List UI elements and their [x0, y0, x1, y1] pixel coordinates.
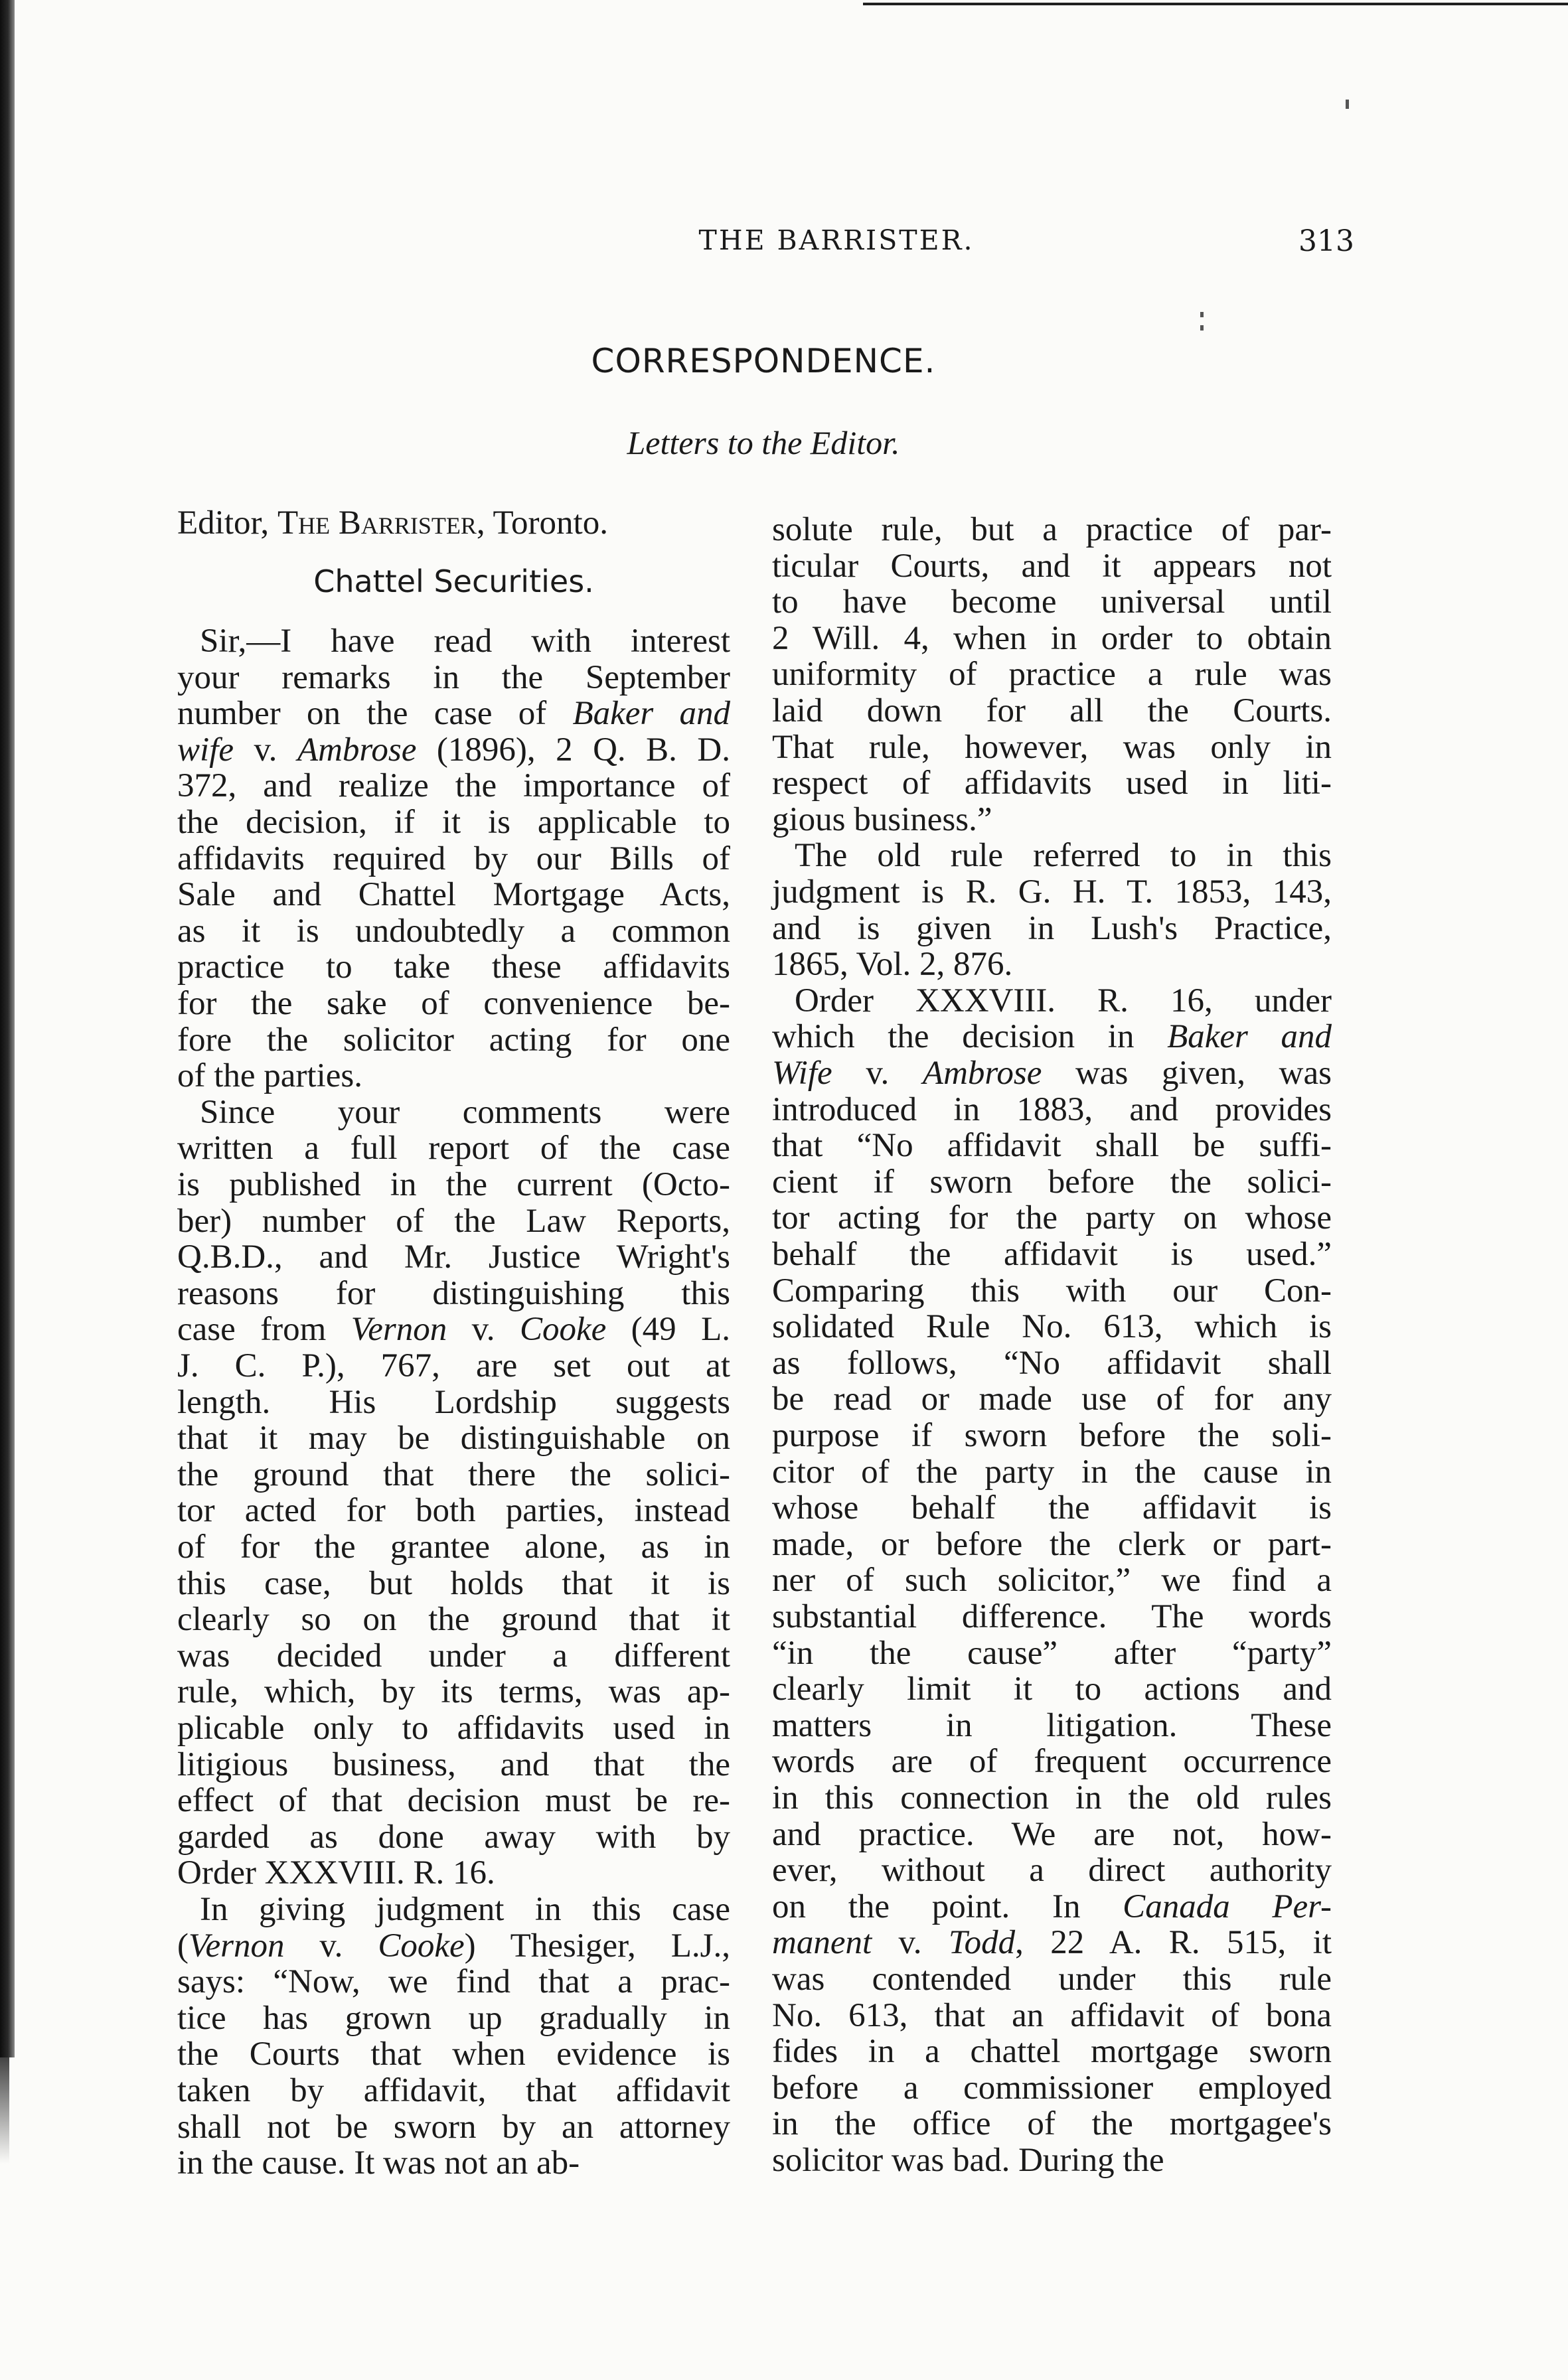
body-line: was decided under a different	[177, 1637, 730, 1674]
body-line: in this connection in the old rules	[772, 1779, 1332, 1817]
body-line: rule, which, by its terms, was ap-	[177, 1673, 730, 1711]
body-line: ber) number of the Law Reports,	[177, 1202, 730, 1240]
scan-edge-fade	[0, 2057, 9, 2164]
body-line: tor acting for the party on whose	[772, 1199, 1332, 1237]
body-line: laid down for all the Courts.	[772, 692, 1332, 729]
body-line: substantial difference. The words	[772, 1598, 1332, 1635]
body-line: tor acted for both parties, instead	[177, 1492, 730, 1530]
body-line: says: “Now, we find that a prac-	[177, 1963, 730, 2001]
body-line: clearly so on the ground that it	[177, 1601, 730, 1639]
body-line: practice to take these affidavits	[177, 948, 730, 986]
body-line: behalf the affidavit is used.”	[772, 1236, 1332, 1273]
body-line: and is given in Lush's Practice,	[772, 909, 1332, 947]
body-line: ever, without a direct authority	[772, 1852, 1332, 1890]
body-line: 2 Will. 4, when in order to obtain	[772, 619, 1332, 657]
body-line: citor of the party in the cause in	[772, 1453, 1332, 1491]
body-line: is published in the current (Octo-	[177, 1166, 730, 1203]
body-line: reasons for distinguishing this	[177, 1274, 730, 1312]
body-line: purpose if sworn before the soli-	[772, 1417, 1332, 1454]
body-line: ticular Courts, and it appears not	[772, 547, 1332, 585]
running-title: THE BARRISTER.	[698, 224, 975, 256]
body-line: of for the grantee alone, as in	[177, 1528, 730, 1566]
body-line: judgment is R. G. H. T. 1853, 143,	[772, 873, 1332, 911]
body-line: clearly limit it to actions and	[772, 1671, 1332, 1708]
page-number: 313	[1298, 224, 1354, 258]
body-line: taken by affidavit, that affidavit	[177, 2072, 730, 2109]
body-line: fides in a chattel mortgage sworn	[772, 2033, 1332, 2071]
section-heading: CORRESPONDENCE.	[591, 342, 936, 380]
top-rule	[863, 3, 1568, 5]
body-line: that it may be distinguishable on	[177, 1420, 730, 1457]
body-line: plicable only to affidavits used in	[177, 1710, 730, 1747]
body-line: affidavits required by our Bills of	[177, 840, 730, 877]
body-line: that “No affidavit shall be suffi-	[772, 1127, 1332, 1165]
body-line: this case, but holds that it is	[177, 1564, 730, 1602]
body-line: Order XXXVIII. R. 16, under	[795, 982, 1332, 1019]
body-line: the ground that there the solici-	[177, 1455, 730, 1493]
body-line: effect of that decision must be re-	[177, 1782, 730, 1820]
body-line: Since your comments were	[200, 1093, 730, 1131]
body-line: No. 613, that an affidavit of bona	[772, 1996, 1332, 2034]
body-line: Comparing this with our Con-	[772, 1272, 1332, 1309]
body-line: solidated Rule No. 613, which is	[772, 1308, 1332, 1346]
body-line: matters in litigation. These	[772, 1706, 1332, 1744]
body-line: tice has grown up gradually in	[177, 1999, 730, 2037]
body-line: wife v. Ambrose (1896), 2 Q. B. D.	[177, 731, 730, 769]
body-line: words are of frequent occurrence	[772, 1743, 1332, 1781]
body-line: 1865, Vol. 2, 876.	[772, 946, 1013, 984]
body-line: Order XXXVIII. R. 16.	[177, 1854, 495, 1892]
body-line: Sir,—I have read with interest	[200, 623, 730, 660]
body-line: J. C. P.), 767, are set out at	[177, 1347, 730, 1384]
body-line: Wife v. Ambrose was given, was	[772, 1055, 1332, 1092]
letter-title: Chattel Securities.	[313, 563, 594, 599]
body-line: before a commissioner employed	[772, 2069, 1332, 2107]
body-line: on the point. In Canada Per-	[772, 1888, 1332, 1925]
running-head	[518, 224, 1354, 264]
body-line: your remarks in the September	[177, 658, 730, 696]
body-line: solute rule, but a practice of par-	[772, 511, 1332, 548]
body-line: garded as done away with by	[177, 1818, 730, 1856]
body-line: to have become universal until	[772, 583, 1332, 621]
body-line: 372, and realize the importance of	[177, 767, 730, 805]
body-line: for the sake of convenience be-	[177, 985, 730, 1022]
body-line: of the parties.	[177, 1057, 362, 1095]
body-line: gious business.”	[772, 800, 992, 838]
body-line: shall not be sworn by an attorney	[177, 2108, 730, 2146]
address-line: Editor, The Barrister, Toronto.	[177, 504, 608, 542]
body-line: case from Vernon v. Cooke (49 L.	[177, 1311, 730, 1349]
body-line: made, or before the clerk or part-	[772, 1525, 1332, 1563]
body-line: as follows, “No affidavit shall	[772, 1344, 1332, 1382]
body-line: length. His Lordship suggests	[177, 1383, 730, 1421]
body-line: “in the cause” after “party”	[772, 1634, 1332, 1672]
body-line: In giving judgment in this case	[200, 1891, 730, 1928]
scan-speck	[1346, 100, 1349, 109]
scan-speck	[1200, 312, 1204, 317]
body-line: and practice. We are not, how-	[772, 1815, 1332, 1853]
body-line: Q.B.D., and Mr. Justice Wright's	[177, 1238, 730, 1276]
body-line: ner of such solicitor,” we find a	[772, 1562, 1332, 1599]
body-line: litigious business, and that the	[177, 1746, 730, 1783]
body-line: whose behalf the affidavit is	[772, 1489, 1332, 1527]
body-line: fore the solicitor acting for one	[177, 1021, 730, 1059]
body-line: number on the case of Baker and	[177, 695, 730, 733]
scan-edge-shadow	[0, 0, 15, 2057]
body-line: be read or made use of for any	[772, 1380, 1332, 1418]
body-line: manent v. Todd, 22 A. R. 515, it	[772, 1924, 1332, 1962]
body-line: (Vernon v. Cooke) Thesiger, L.J.,	[177, 1927, 730, 1965]
body-line: introduced in 1883, and provides	[772, 1090, 1332, 1128]
scan-speck	[1200, 325, 1204, 331]
body-line: uniformity of practice a rule was	[772, 656, 1332, 694]
body-line: The old rule referred to in this	[795, 837, 1332, 875]
body-line: solicitor was bad. During the	[772, 2142, 1164, 2179]
body-line: the decision, if it is applicable to	[177, 804, 730, 841]
body-line: as it is undoubtedly a common	[177, 912, 730, 950]
body-line: which the decision in Baker and	[772, 1018, 1332, 1056]
body-line: in the cause. It was not an ab-	[177, 2144, 580, 2182]
body-line: respect of affidavits used in liti-	[772, 765, 1332, 802]
body-line: Sale and Chattel Mortgage Acts,	[177, 876, 730, 914]
body-line: That rule, however, was only in	[772, 728, 1332, 766]
body-line: was contended under this rule	[772, 1961, 1332, 1998]
body-line: written a full report of the case	[177, 1130, 730, 1167]
section-subheading: Letters to the Editor.	[627, 424, 900, 461]
body-line: in the office of the mortgagee's	[772, 2105, 1332, 2143]
body-line: the Courts that when evidence is	[177, 2036, 730, 2073]
body-line: cient if sworn before the solici-	[772, 1163, 1332, 1201]
